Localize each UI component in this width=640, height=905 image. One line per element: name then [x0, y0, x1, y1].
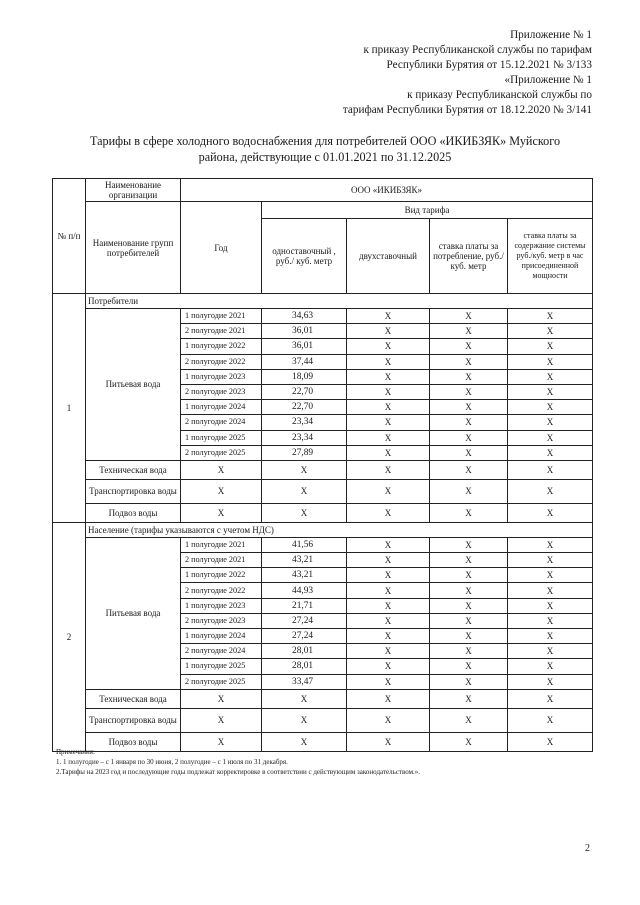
section-title: Потребители [86, 294, 593, 309]
section-title-row [53, 294, 593, 309]
header-tariff-type: Вид тарифа [262, 202, 593, 219]
appendix-line: к приказу Республиканской службы по тарифам [363, 44, 592, 56]
two-part-cell: X [347, 598, 430, 613]
table-row [53, 503, 593, 522]
two-part-cell: X [347, 583, 430, 598]
capacity-cell: X [508, 659, 593, 674]
capacity-cell: X [508, 324, 593, 339]
table-row [53, 460, 593, 479]
period-cell: 1 полугодие 2021 [181, 309, 262, 324]
price-cell: 23,34 [262, 415, 347, 430]
header-year: Год [181, 202, 262, 294]
two-part-cell: X [347, 674, 430, 689]
period-cell: 2 полугодие 2024 [181, 415, 262, 430]
price-cell: 27,24 [262, 629, 347, 644]
title-line: Тарифы в сфере холодного водоснабжения для потребителей ООО «ИКИБЗЯК» Муйского [89, 134, 561, 148]
title-line: района, действующие с 01.01.2021 по 31.12.2025 [198, 150, 452, 164]
header-org-name: ООО «ИКИБЗЯК» [181, 179, 593, 202]
capacity-cell: X [508, 708, 593, 732]
appendix-line: «Приложение № 1 [504, 74, 592, 86]
year-cell: X [181, 460, 262, 479]
capacity-cell: X [508, 537, 593, 552]
appendix-line: к приказу Республиканской службы по [407, 89, 592, 101]
period-cell: 2 полугодие 2025 [181, 445, 262, 460]
section-number: 2 [53, 522, 86, 751]
price-cell: 36,01 [262, 324, 347, 339]
price-cell: X [262, 732, 347, 751]
table-row [53, 537, 593, 552]
capacity-cell: X [508, 309, 593, 324]
period-cell: 2 полугодие 2021 [181, 324, 262, 339]
year-cell: X [181, 732, 262, 751]
capacity-cell: X [508, 689, 593, 708]
capacity-cell: X [508, 430, 593, 445]
capacity-cell: X [508, 354, 593, 369]
two-part-cell: X [347, 659, 430, 674]
page-number: 2 [585, 843, 590, 854]
period-cell: 2 полугодие 2022 [181, 583, 262, 598]
group-name: Транспортировка воды [86, 708, 181, 732]
price-cell: X [262, 460, 347, 479]
section-title: Население (тарифы указываются с учетом НДС) [86, 522, 593, 537]
consumption-cell: X [430, 415, 508, 430]
price-cell: 27,24 [262, 613, 347, 628]
price-cell: X [262, 689, 347, 708]
capacity-cell: X [508, 732, 593, 751]
period-cell: 2 полугодие 2025 [181, 674, 262, 689]
section-title-row [53, 522, 593, 537]
consumption-cell: X [430, 583, 508, 598]
header-org-label: Наименование организации [86, 179, 181, 202]
header-two-part: двухставочный [347, 219, 430, 294]
two-part-cell: X [347, 400, 430, 415]
two-part-cell: X [347, 460, 430, 479]
table-row [53, 708, 593, 732]
capacity-cell: X [508, 583, 593, 598]
capacity-cell: X [508, 460, 593, 479]
price-cell: 28,01 [262, 659, 347, 674]
two-part-cell: X [347, 384, 430, 399]
two-part-cell: X [347, 689, 430, 708]
consumption-cell: X [430, 674, 508, 689]
consumption-cell: X [430, 400, 508, 415]
header-one-part: одноставочный , руб./ куб. метр [262, 219, 347, 294]
capacity-cell: X [508, 339, 593, 354]
price-cell: 44,93 [262, 583, 347, 598]
two-part-cell: X [347, 732, 430, 751]
price-cell: 23,34 [262, 430, 347, 445]
consumption-cell: X [430, 460, 508, 479]
two-part-cell: X [347, 553, 430, 568]
year-cell: X [181, 708, 262, 732]
tariff-table [52, 178, 593, 752]
consumption-cell: X [430, 309, 508, 324]
price-cell: X [262, 503, 347, 522]
document-title [60, 133, 590, 165]
capacity-cell: X [508, 445, 593, 460]
appendix-line: Республики Бурятия от 15.12.2021 № 3/133 [386, 59, 592, 71]
two-part-cell: X [347, 568, 430, 583]
period-cell: 1 полугодие 2024 [181, 629, 262, 644]
period-cell: 1 полугодие 2022 [181, 339, 262, 354]
period-cell: 2 полугодие 2021 [181, 553, 262, 568]
table-row [53, 479, 593, 503]
period-cell: 1 полугодие 2021 [181, 537, 262, 552]
appendix-block [212, 28, 592, 118]
capacity-cell: X [508, 479, 593, 503]
price-cell: 18,09 [262, 369, 347, 384]
header-groups-label: Наименование групп потребителей [86, 202, 181, 294]
group-name: Транспортировка воды [86, 479, 181, 503]
capacity-cell: X [508, 400, 593, 415]
consumption-cell: X [430, 354, 508, 369]
consumption-cell: X [430, 732, 508, 751]
period-cell: 1 полугодие 2022 [181, 568, 262, 583]
consumption-cell: X [430, 689, 508, 708]
price-cell: 36,01 [262, 339, 347, 354]
price-cell: X [262, 708, 347, 732]
consumption-cell: X [430, 598, 508, 613]
table-row [53, 309, 593, 324]
consumption-cell: X [430, 339, 508, 354]
notes [56, 747, 596, 777]
price-cell: 22,70 [262, 384, 347, 399]
price-cell: 43,21 [262, 568, 347, 583]
header-num: № п/п [53, 179, 86, 294]
consumption-cell: X [430, 430, 508, 445]
period-cell: 2 полугодие 2022 [181, 354, 262, 369]
two-part-cell: X [347, 339, 430, 354]
group-name: Техническая вода [86, 460, 181, 479]
group-name: Подвоз воды [86, 732, 181, 751]
price-cell: X [262, 479, 347, 503]
two-part-cell: X [347, 354, 430, 369]
group-name: Питьевая вода [86, 537, 181, 689]
price-cell: 22,70 [262, 400, 347, 415]
header-consumption-rate: ставка платы за потребление, руб./ куб. метр [430, 219, 508, 294]
period-cell: 2 полугодие 2023 [181, 384, 262, 399]
consumption-cell: X [430, 629, 508, 644]
table-row [53, 689, 593, 708]
price-cell: 21,71 [262, 598, 347, 613]
year-cell: X [181, 689, 262, 708]
two-part-cell: X [347, 445, 430, 460]
capacity-cell: X [508, 644, 593, 659]
price-cell: 37,44 [262, 354, 347, 369]
consumption-cell: X [430, 445, 508, 460]
two-part-cell: X [347, 708, 430, 732]
capacity-cell: X [508, 369, 593, 384]
period-cell: 1 полугодие 2025 [181, 659, 262, 674]
year-cell: X [181, 503, 262, 522]
capacity-cell: X [508, 503, 593, 522]
note-item: 2.Тарифы на 2023 год и последующие годы подлежат корректировке в соответствии с действующим законодательством.». [56, 768, 421, 776]
consumption-cell: X [430, 644, 508, 659]
notes-heading: Примечания: [56, 748, 95, 756]
price-cell: 27,89 [262, 445, 347, 460]
consumption-cell: X [430, 384, 508, 399]
year-cell: X [181, 479, 262, 503]
capacity-cell: X [508, 598, 593, 613]
group-name: Подвоз воды [86, 503, 181, 522]
consumption-cell: X [430, 324, 508, 339]
capacity-cell: X [508, 629, 593, 644]
appendix-line: Приложение № 1 [510, 29, 592, 41]
two-part-cell: X [347, 503, 430, 522]
two-part-cell: X [347, 415, 430, 430]
two-part-cell: X [347, 369, 430, 384]
consumption-cell: X [430, 503, 508, 522]
section-number: 1 [53, 294, 86, 523]
period-cell: 2 полугодие 2024 [181, 644, 262, 659]
capacity-cell: X [508, 568, 593, 583]
two-part-cell: X [347, 629, 430, 644]
consumption-cell: X [430, 553, 508, 568]
period-cell: 1 полугодие 2023 [181, 369, 262, 384]
two-part-cell: X [347, 479, 430, 503]
consumption-cell: X [430, 708, 508, 732]
capacity-cell: X [508, 415, 593, 430]
two-part-cell: X [347, 309, 430, 324]
consumption-cell: X [430, 659, 508, 674]
price-cell: 33,47 [262, 674, 347, 689]
price-cell: 28,01 [262, 644, 347, 659]
consumption-cell: X [430, 613, 508, 628]
group-name: Питьевая вода [86, 309, 181, 461]
capacity-cell: X [508, 553, 593, 568]
period-cell: 2 полугодие 2023 [181, 613, 262, 628]
header-capacity-rate: ставка платы за содержание системы руб./куб. метр в час присоединенной мощности [508, 219, 593, 294]
note-item: 1. 1 полугодие – с 1 января по 30 июня, 2 полугодие – с 1 июля по 31 декабря. [56, 758, 288, 766]
consumption-cell: X [430, 537, 508, 552]
period-cell: 1 полугодие 2023 [181, 598, 262, 613]
two-part-cell: X [347, 430, 430, 445]
price-cell: 41,56 [262, 537, 347, 552]
capacity-cell: X [508, 613, 593, 628]
two-part-cell: X [347, 537, 430, 552]
two-part-cell: X [347, 613, 430, 628]
group-name: Техническая вода [86, 689, 181, 708]
appendix-line: тарифам Республики Бурятия от 18.12.2020 № 3/141 [342, 104, 592, 116]
capacity-cell: X [508, 674, 593, 689]
period-cell: 1 полугодие 2024 [181, 400, 262, 415]
two-part-cell: X [347, 324, 430, 339]
price-cell: 34,63 [262, 309, 347, 324]
consumption-cell: X [430, 369, 508, 384]
price-cell: 43,21 [262, 553, 347, 568]
consumption-cell: X [430, 479, 508, 503]
consumption-cell: X [430, 568, 508, 583]
period-cell: 1 полугодие 2025 [181, 430, 262, 445]
capacity-cell: X [508, 384, 593, 399]
two-part-cell: X [347, 644, 430, 659]
